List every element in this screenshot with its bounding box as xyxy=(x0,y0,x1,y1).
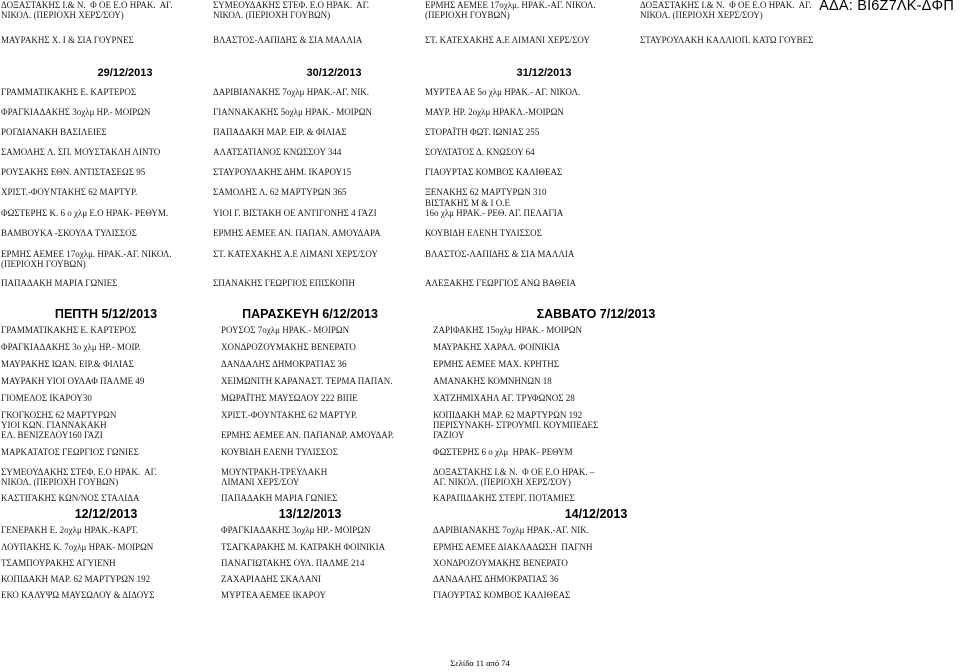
list-item: ΓΕΝΕΡΑΚΗ Ε. 2οχλμ ΗΡΑΚ.-ΚΑΡΤ. xyxy=(1,525,139,535)
top-c2-line3: ΒΛΑΣΤΟΣ-ΛΑΠΙΔΗΣ & ΣΙΑ ΜΑΛΛΙΑ xyxy=(213,35,363,45)
list-item: ΡΟΓΔΙΑΝΑΚΗ ΒΑΣΙΛΕΙΕΣ xyxy=(1,127,107,137)
list-item: ΓΙΟΜΕΛΟΣ ΙΚΑΡΟΥ30 xyxy=(1,393,92,403)
list-item: ΣΠΑΝΑΚΗΣ ΓΕΩΡΓΙΟΣ ΕΠΙΣΚΟΠΗ xyxy=(213,278,355,288)
date-header: 31/12/2013 xyxy=(516,67,572,79)
list-item: ΓΡΑΜΜΑΤΙΚΑΚΗΣ Ε. ΚΑΡΤΕΡΟΣ xyxy=(1,325,137,335)
date-header: 13/12/2013 xyxy=(278,507,342,521)
list-item: ΕΡΜΗΣ ΑΕΜΕΕ ΔΙΑΚΛΑΔΩΣΗ ΠΑΓΝΗ xyxy=(433,542,593,552)
list-item: ΣΟΥΛΤΑΤΟΣ Δ. ΚΝΩΣΟΥ 64 xyxy=(425,147,535,157)
list-item: ΜΥΡΤΕΑ ΑΕΜΕΕ ΙΚΑΡΟΥ xyxy=(221,590,327,600)
list-item: ΜΑΥΡΑΚΗΣ ΙΩΑΝ. ΕΙΡ.& ΦΙΛΙΑΣ xyxy=(1,359,134,369)
list-item: ΝΙΚΟΛ. (ΠΕΡΙΟΧΗ ΓΟΥΒΩΝ) xyxy=(1,477,119,487)
list-item: ΜΑΥΡ. ΗΡ. 2οχλμ ΗΡΑΚΛ.-ΜΟΙΡΩΝ xyxy=(425,107,564,117)
list-item: ΧΟΝΔΡΟΖΟΥΜΑΚΗΣ ΒΕΝΕΡΑΤΟ xyxy=(433,558,568,568)
list-item: 16ο χλμ ΗΡΑΚ.- ΡΕΘ. ΑΓ. ΠΕΛΑΓΙΑ xyxy=(425,208,564,218)
list-item: ΦΡΑΓΚΙΑΔΑΚΗΣ 3οχλμ ΗΡ.- ΜΟΙΡΩΝ xyxy=(221,525,371,535)
list-item: ΛΙΜΑΝΙ ΧΕΡΣ/ΣΟΥ xyxy=(221,477,300,487)
list-item: ΥΙΟΙ ΚΩΝ. ΓΙΑΝΝΑΚΑΚΗ xyxy=(1,420,107,430)
list-item: ΜΩΡΑΪΤΗΣ ΜΑΥΣΩΛΟΥ 222 ΒΙΠΕ xyxy=(221,393,358,403)
list-item: ΖΑΡΙΦΑΚΗΣ 15οχλμ ΗΡΑΚ.- ΜΟΙΡΩΝ xyxy=(433,325,582,335)
list-item: ΜΑΥΡΑΚΗ ΥΙΟΙ ΟΥΛΑΦ ΠΑΛΜΕ 49 xyxy=(1,376,145,386)
list-item: ΞΕΝΑΚΗΣ 62 ΜΑΡΤΥΡΩΝ 310 xyxy=(425,187,547,197)
list-item: ΔΑΝΔΑΛΗΣ ΔΗΜΟΚΡΑΤΙΑΣ 36 xyxy=(433,574,559,584)
list-item: ΓΚΟΓΚΟΣΗΣ 62 ΜΑΡΤΥΡΩΝ xyxy=(1,410,117,420)
list-item: ΓΙΑΟΥΡΤΑΣ ΚΟΜΒΟΣ ΚΑΛΙΘΕΑΣ xyxy=(433,590,571,600)
list-item: ΥΙΟΙ Γ. ΒΙΣΤΑΚΗ ΟΕ ΑΝΤΙΓΟΝΗΣ 4 ΓΑΖΙ xyxy=(213,208,377,218)
list-item: ΚΑΡΑΠΙΔΑΚΗΣ ΣΤΕΡΓ. ΠΟΤΑΜΙΕΣ xyxy=(433,493,575,503)
list-item: ΤΣΑΜΠΟΥΡΑΚΗΣ ΑΓΥΙΕΝΗ xyxy=(1,558,116,568)
list-item: ΒΑΜΒΟΥΚΑ -ΣΚΟΥΛΑ ΤΥΛΙΣΣΟΣ xyxy=(1,228,137,238)
list-item: ΚΟΥΒΙΔΗ ΕΛΕΝΗ ΤΥΛΙΣΣΟΣ xyxy=(221,447,338,457)
page-number: Σελίδα 11 από 74 xyxy=(450,658,510,668)
list-item: ΑΓ. ΝΙΚΟΛ. (ΠΕΡΙΟΧΗ ΧΕΡΣ/ΣΟΥ) xyxy=(433,477,571,487)
list-item: ΑΛΑΤΣΑΤΙΑΝΟΣ ΚΝΩΣΣΟΥ 344 xyxy=(213,147,342,157)
list-item: ΦΩΣΤΕΡΗΣ Κ. 6 ο χλμ Ε.Ο ΗΡΑΚ- ΡΕΘΥΜ. xyxy=(1,208,169,218)
top-c1-line1: ΔΟΞΑΣΤΑΚΗΣ Ι.& Ν. Φ ΟΕ Ε.Ο ΗΡΑΚ. ΑΓ. xyxy=(1,0,173,10)
ada-code: ΑΔΑ: ΒΙ6Ζ7ΛΚ-ΔΦΠ xyxy=(819,0,954,14)
date-header: 14/12/2013 xyxy=(564,507,628,521)
list-item: ΠΕΡΙΣΥΝΑΚΗ- ΣΤΡΟΥΜΠ. ΚΟΥΜΠΕΔΕΣ xyxy=(433,420,599,430)
list-item: ΠΑΠΑΔΑΚΗ ΜΑΡΙΑ ΓΩΝΙΕΣ xyxy=(1,278,118,288)
list-item: ΜΑΡΚΑΤΑΤΟΣ ΓΕΩΡΓΙΟΣ ΓΩΝΙΕΣ xyxy=(1,447,139,457)
list-item: ΕΡΜΗΣ ΑΕΜΕΕ ΑΝ. ΠΑΠΑΝ. ΑΜΟΥΔΑΡΑ xyxy=(213,228,381,238)
list-item: ΦΡΑΓΚΙΑΔΑΚΗΣ 3οχλμ ΗΡ.- ΜΟΙΡΩΝ xyxy=(1,107,151,117)
list-item: ΛΟΥΠΑΚΗΣ Κ. 7οχλμ ΗΡΑΚ- ΜΟΙΡΩΝ xyxy=(1,542,154,552)
top-c1-line3: ΜΑΥΡΑΚΗΣ Χ. Ι & ΣΙΑ ΓΟΥΡΝΕΣ xyxy=(1,35,134,45)
list-item: ΧΡΙΣΤ.-ΦΟΥΝΤΑΚΗΣ 62 ΜΑΡΤΥΡ. xyxy=(1,187,138,197)
list-item: ΣΑΜΟΛΗΣ Λ. ΣΠ. ΜΟΥΣΤΑΚΛΗ ΛΙΝΤΟ xyxy=(1,147,161,157)
list-item: ΕΡΜΗΣ ΑΕΜΕΕ ΜΑΧ. ΚΡΗΤΗΣ xyxy=(433,359,559,369)
top-c1-line2: ΝΙΚΟΛ. (ΠΕΡΙΟΧΗ ΧΕΡΣ/ΣΟΥ) xyxy=(1,10,124,20)
list-item: ΜΟΥΝΤΡΑΚΗ-ΤΡΕΥΛΑΚΗ xyxy=(221,467,328,477)
day-header: ΣΑΒΒΑΤΟ 7/12/2013 xyxy=(536,307,656,321)
list-item: ΠΑΠΑΔΑΚΗ ΜΑΡ. ΕΙΡ. & ΦΙΛΙΑΣ xyxy=(213,127,347,137)
list-item: ΧΑΤΖΗΜΙΧΑΗΛ ΑΓ. ΤΡΥΦΩΝΟΣ 28 xyxy=(433,393,575,403)
list-item: ΚΑΣΤΙΓΑΚΗΣ ΚΩΝ/ΝΟΣ ΣΤΑΛΙΔΑ xyxy=(1,493,140,503)
list-item: ΚΟΠΙΔΑΚΗ ΜΑΡ. 62 ΜΑΡΤΥΡΩΝ 192 xyxy=(433,410,583,420)
list-item: ΔΑΝΔΑΛΗΣ ΔΗΜΟΚΡΑΤΙΑΣ 36 xyxy=(221,359,347,369)
date-header: 29/12/2013 xyxy=(97,67,153,79)
list-item: ΒΙΣΤΑΚΗΣ Μ & Ι Ο.Ε xyxy=(425,198,510,208)
list-item: ΣΑΜΟΛΗΣ Λ. 62 ΜΑΡΤΥΡΩΝ 365 xyxy=(213,187,347,197)
top-c2-line1: ΣΥΜΕΟΥΔΑΚΗΣ ΣΤΕΦ. Ε.Ο ΗΡΑΚ. ΑΓ. xyxy=(213,0,370,10)
list-item: ΧΡΙΣΤ.-ΦΟΥΝΤΑΚΗΣ 62 ΜΑΡΤΥΡ. xyxy=(221,410,358,420)
list-item: ΔΟΞΑΣΤΑΚΗΣ Ι.& Ν. Φ ΟΕ Ε.Ο ΗΡΑΚ. – xyxy=(433,467,595,477)
top-c2-line2: ΝΙΚΟΛ. (ΠΕΡΙΟΧΗ ΓΟΥΒΩΝ) xyxy=(213,10,331,20)
list-item: ΔΑΡΙΒΙΑΝΑΚΗΣ 7οχλμ ΗΡΑΚ.-ΑΓ. ΝΙΚ. xyxy=(433,525,590,535)
list-item: ΡΟΥΣΑΚΗΣ ΕΘΝ. ΑΝΤΙΣΤΑΣΕΩΣ 95 xyxy=(1,167,146,177)
list-item: ΦΩΣΤΕΡΗΣ 6 ο χλμ ΗΡΑΚ- ΡΕΘΥΜ xyxy=(433,447,573,457)
list-item: ΕΚΟ ΚΑΛΥΨΩ ΜΑΥΣΩΛΟΥ & ΔΙΔΟΥΣ xyxy=(1,590,155,600)
top-c3-line3: ΣΤ. ΚΑΤΕΧΑΚΗΣ Α.Ε ΛΙΜΑΝΙ ΧΕΡΣ/ΣΟΥ xyxy=(425,35,590,45)
top-c4-line3: ΣΤΑΥΡΟΥΛΑΚΗ ΚΑΛΛΙΟΠ. ΚΑΤΩ ΓΟΥΒΕΣ xyxy=(640,35,814,45)
day-header: ΠΑΡΑΣΚΕΥΗ 6/12/2013 xyxy=(242,307,378,321)
list-item: ΑΛΕΞΑΚΗΣ ΓΕΩΡΓΙΟΣ ΑΝΩ ΒΑΘΕΙΑ xyxy=(425,278,576,288)
list-item: ΧΕΙΜΩΝΙΤΗ ΚΑΡΑΝΑΣΤ. ΤΕΡΜΑ ΠΑΠΑΝ. xyxy=(221,376,393,386)
date-header: 30/12/2013 xyxy=(306,67,362,79)
list-item: ΕΛ. ΒΕΝΙΖΕΛΟΥ160 ΓΑΖΙ xyxy=(1,430,103,440)
date-header: 12/12/2013 xyxy=(74,507,138,521)
list-item: ΓΙΑΝΝΑΚΑΚΗΣ 5οχλμ ΗΡΑΚ.- ΜΟΙΡΩΝ xyxy=(213,107,372,117)
list-item: ΦΡΑΓΚΙΑΔΑΚΗΣ 3ο χλμ ΗΡ.- ΜΟΙΡ. xyxy=(1,342,141,352)
list-item: ΤΣΑΓΚΑΡΑΚΗΣ Μ. ΚΑΤΡΑΚΗ ΦΟΙΝΙΚΙΑ xyxy=(221,542,386,552)
list-item: ΧΟΝΔΡΟΖΟΥΜΑΚΗΣ ΒΕΝΕΡΑΤΟ xyxy=(221,342,356,352)
list-item: ΓΑΖΙΟΥ xyxy=(433,430,465,440)
list-item: ΚΟΠΙΔΑΚΗ ΜΑΡ. 62 ΜΑΡΤΥΡΩΝ 192 xyxy=(1,574,151,584)
list-item: ΜΑΥΡΑΚΗΣ ΧΑΡΑΛ. ΦΟΙΝΙΚΙΑ xyxy=(433,342,561,352)
list-item: ΠΑΠΑΔΑΚΗ ΜΑΡΙΑ ΓΩΝΙΕΣ xyxy=(221,493,338,503)
list-item: ΣΤ. ΚΑΤΕΧΑΚΗΣ Α.Ε ΛΙΜΑΝΙ ΧΕΡΣ/ΣΟΥ xyxy=(213,249,378,259)
list-item: ΓΙΑΟΥΡΤΑΣ ΚΟΜΒΟΣ ΚΑΛΙΘΕΑΣ xyxy=(425,167,563,177)
list-item: ΣΥΜΕΟΥΔΑΚΗΣ ΣΤΕΦ. Ε.Ο ΗΡΑΚ. ΑΓ. xyxy=(1,467,158,477)
top-c4-line1: ΔΟΞΑΣΤΑΚΗΣ Ι.& Ν. Φ ΟΕ Ε.Ο ΗΡΑΚ. ΑΓ. xyxy=(640,0,812,10)
list-item: ΣΤΟΡΑΪΤΗ ΦΩΤ. ΙΩΝΙΑΣ 255 xyxy=(425,127,540,137)
list-item: ΒΛΑΣΤΟΣ-ΛΑΠΙΔΗΣ & ΣΙΑ ΜΑΛΛΙΑ xyxy=(425,249,575,259)
top-c3-line2: (ΠΕΡΙΟΧΗ ΓΟΥΒΩΝ) xyxy=(425,10,510,20)
list-item: ΠΑΝΑΓΙΩΤΑΚΗΣ ΟΥΛ. ΠΑΛΜΕ 214 xyxy=(221,558,365,568)
list-item: ΑΜΑΝΑΚΗΣ ΚΟΜΝΗΝΩΝ 18 xyxy=(433,376,552,386)
list-item: (ΠΕΡΙΟΧΗ ΓΟΥΒΩΝ) xyxy=(1,259,86,269)
list-item: ΕΡΜΗΣ ΑΕΜΕΕ ΑΝ. ΠΑΠΑΝΔΡ. ΑΜΟΥΔΑΡ. xyxy=(221,430,395,440)
top-c4-line2: ΝΙΚΟΛ. (ΠΕΡΙΟΧΗ ΧΕΡΣ/ΣΟΥ) xyxy=(640,10,763,20)
list-item: ΚΟΥΒΙΔΗ ΕΛΕΝΗ ΤΥΛΙΣΣΟΣ xyxy=(425,228,542,238)
list-item: ΓΡΑΜΜΑΤΙΚΑΚΗΣ Ε. ΚΑΡΤΕΡΟΣ xyxy=(1,87,137,97)
list-item: ΔΑΡΙΒΙΑΝΑΚΗΣ 7οχλμ ΗΡΑΚ.-ΑΓ. ΝΙΚ. xyxy=(213,87,370,97)
list-item: ΡΟΥΣΟΣ 7οχλμ ΗΡΑΚ.- ΜΟΙΡΩΝ xyxy=(221,325,350,335)
list-item: ΜΥΡΤΕΑ ΑΕ 5ο χλμ ΗΡΑΚ.- ΑΓ. ΝΙΚΟΛ. xyxy=(425,87,581,97)
top-c3-line1: ΕΡΜΗΣ ΑΕΜΕΕ 17οχλμ. ΗΡΑΚ.-ΑΓ. ΝΙΚΟΛ. xyxy=(425,0,596,10)
list-item: ΕΡΜΗΣ ΑΕΜΕΕ 17οχλμ. ΗΡΑΚ.-ΑΓ. ΝΙΚΟΛ. xyxy=(1,249,172,259)
list-item: ΖΑΧΑΡΙΑΔΗΣ ΣΚΑΛΑΝΙ xyxy=(221,574,322,584)
day-header: ΠΕΠΤΗ 5/12/2013 xyxy=(54,307,158,321)
list-item: ΣΤΑΥΡΟΥΛΑΚΗΣ ΔΗΜ. ΙΚΑΡΟΥ15 xyxy=(213,167,352,177)
